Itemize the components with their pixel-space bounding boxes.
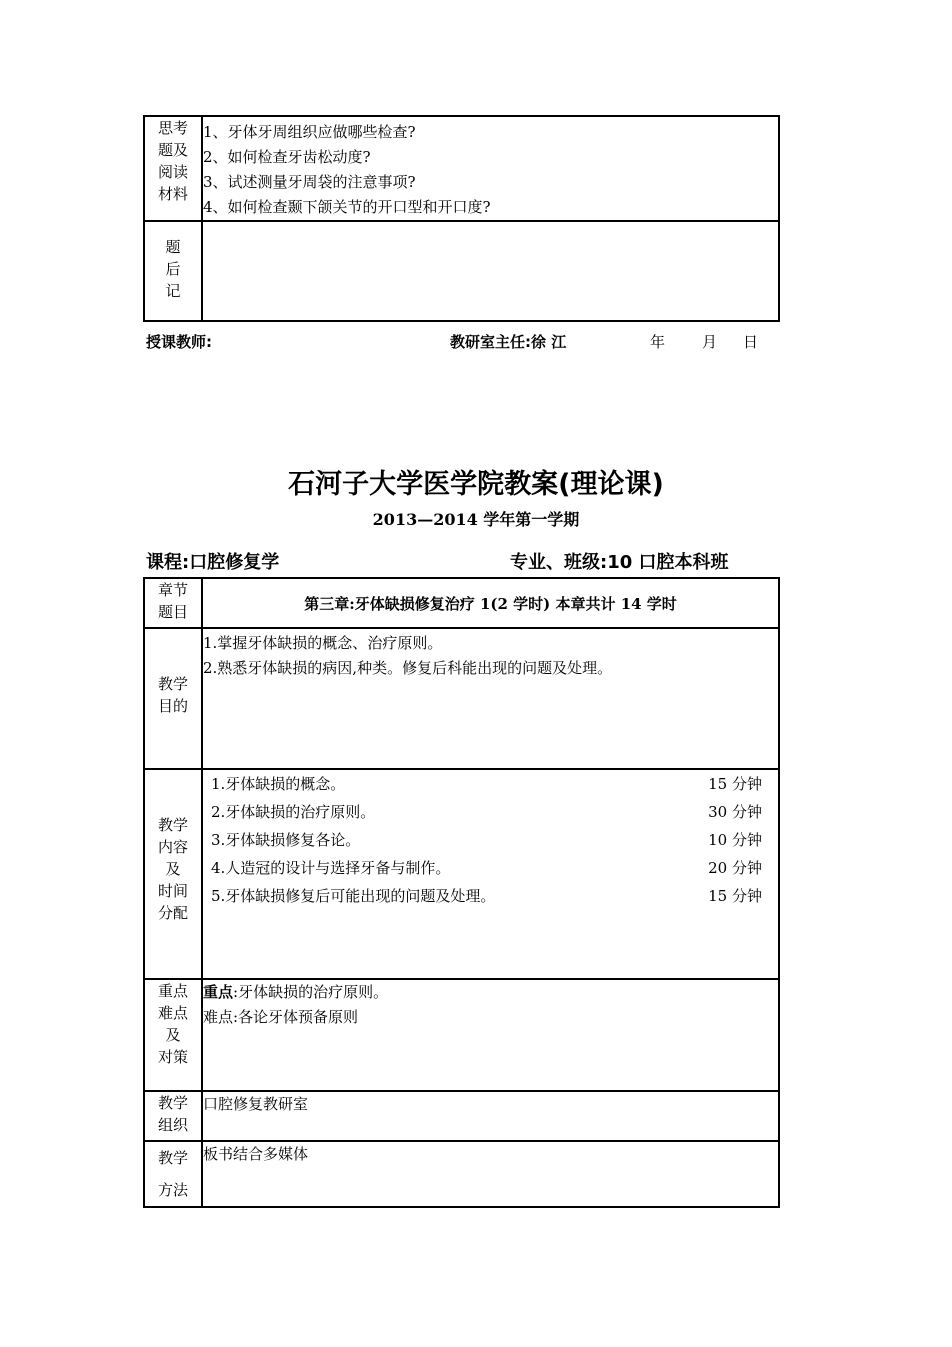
organization-content: 口腔修复教研室 — [202, 1091, 779, 1141]
objectives-list — [202, 628, 779, 769]
teacher-label: 授课教师: — [146, 333, 212, 351]
content-item: 5.牙体缺损修复后可能出现的问题及处理。 15 分钟 — [211, 887, 762, 905]
question-item: 4、如何检查颞下颌关节的开口型和开口度? — [203, 198, 491, 216]
page-title: 石河子大学医学院教案(理论课) — [288, 469, 664, 500]
chapter-label: 章节 题目 — [144, 578, 202, 628]
question-item: 1、牙体牙周组织应做哪些检查? — [203, 123, 416, 141]
director-label: 教研室主任:徐 江 — [450, 333, 567, 351]
chapter-title: 第三章:牙体缺损修复治疗 1(2 学时) 本章共计 14 学时 — [202, 578, 779, 628]
course-label: 课程:口腔修复学 — [146, 552, 280, 573]
major-class-label: 专业、班级:10 口腔本科班 — [510, 552, 729, 573]
day-label: 日 — [743, 333, 759, 351]
content-list — [202, 769, 779, 979]
objective-item: 1.掌握牙体缺损的概念、治疗原则。 — [203, 634, 443, 652]
postscript-label: 题 后 记 — [144, 221, 202, 321]
method-content: 板书结合多媒体 — [202, 1141, 779, 1207]
content-item: 2.牙体缺损的治疗原则。 30 分钟 — [211, 803, 762, 821]
difficulty-line: 难点:各论牙体预备原则 — [203, 1008, 359, 1026]
postscript-area — [202, 221, 779, 321]
reflection-table — [143, 115, 780, 322]
keypoint-line: 重点:牙体缺损的治疗原则。 — [203, 983, 389, 1001]
question-item: 2、如何检查牙齿松动度? — [203, 148, 371, 166]
content-item: 3.牙体缺损修复各论。 10 分钟 — [211, 831, 762, 849]
keypoints-label: 重点 难点 及 对策 — [144, 979, 202, 1091]
content-item: 1.牙体缺损的概念。 15 分钟 — [211, 775, 762, 793]
content-label: 教学 内容 及 时间 分配 — [144, 769, 202, 979]
objectives-label: 教学 目的 — [144, 628, 202, 769]
objective-item: 2.熟悉牙体缺损的病因,种类。修复后科能出现的问题及处理。 — [203, 659, 613, 677]
questions-label: 思考 题及 阅读 材料 — [144, 116, 202, 221]
questions-list — [202, 116, 779, 221]
question-item: 3、试述测量牙周袋的注意事项? — [203, 173, 416, 191]
semester-label: 2013—2014 学年第一学期 — [372, 510, 580, 529]
lesson-plan-table — [143, 577, 780, 1208]
organization-label: 教学 组织 — [144, 1091, 202, 1141]
content-item: 4.人造冠的设计与选择牙备与制作。 20 分钟 — [211, 859, 762, 877]
keypoints-content — [202, 979, 779, 1091]
year-label: 年 — [650, 333, 666, 351]
month-label: 月 — [702, 333, 718, 351]
method-label: 教学 方法 — [144, 1141, 202, 1207]
